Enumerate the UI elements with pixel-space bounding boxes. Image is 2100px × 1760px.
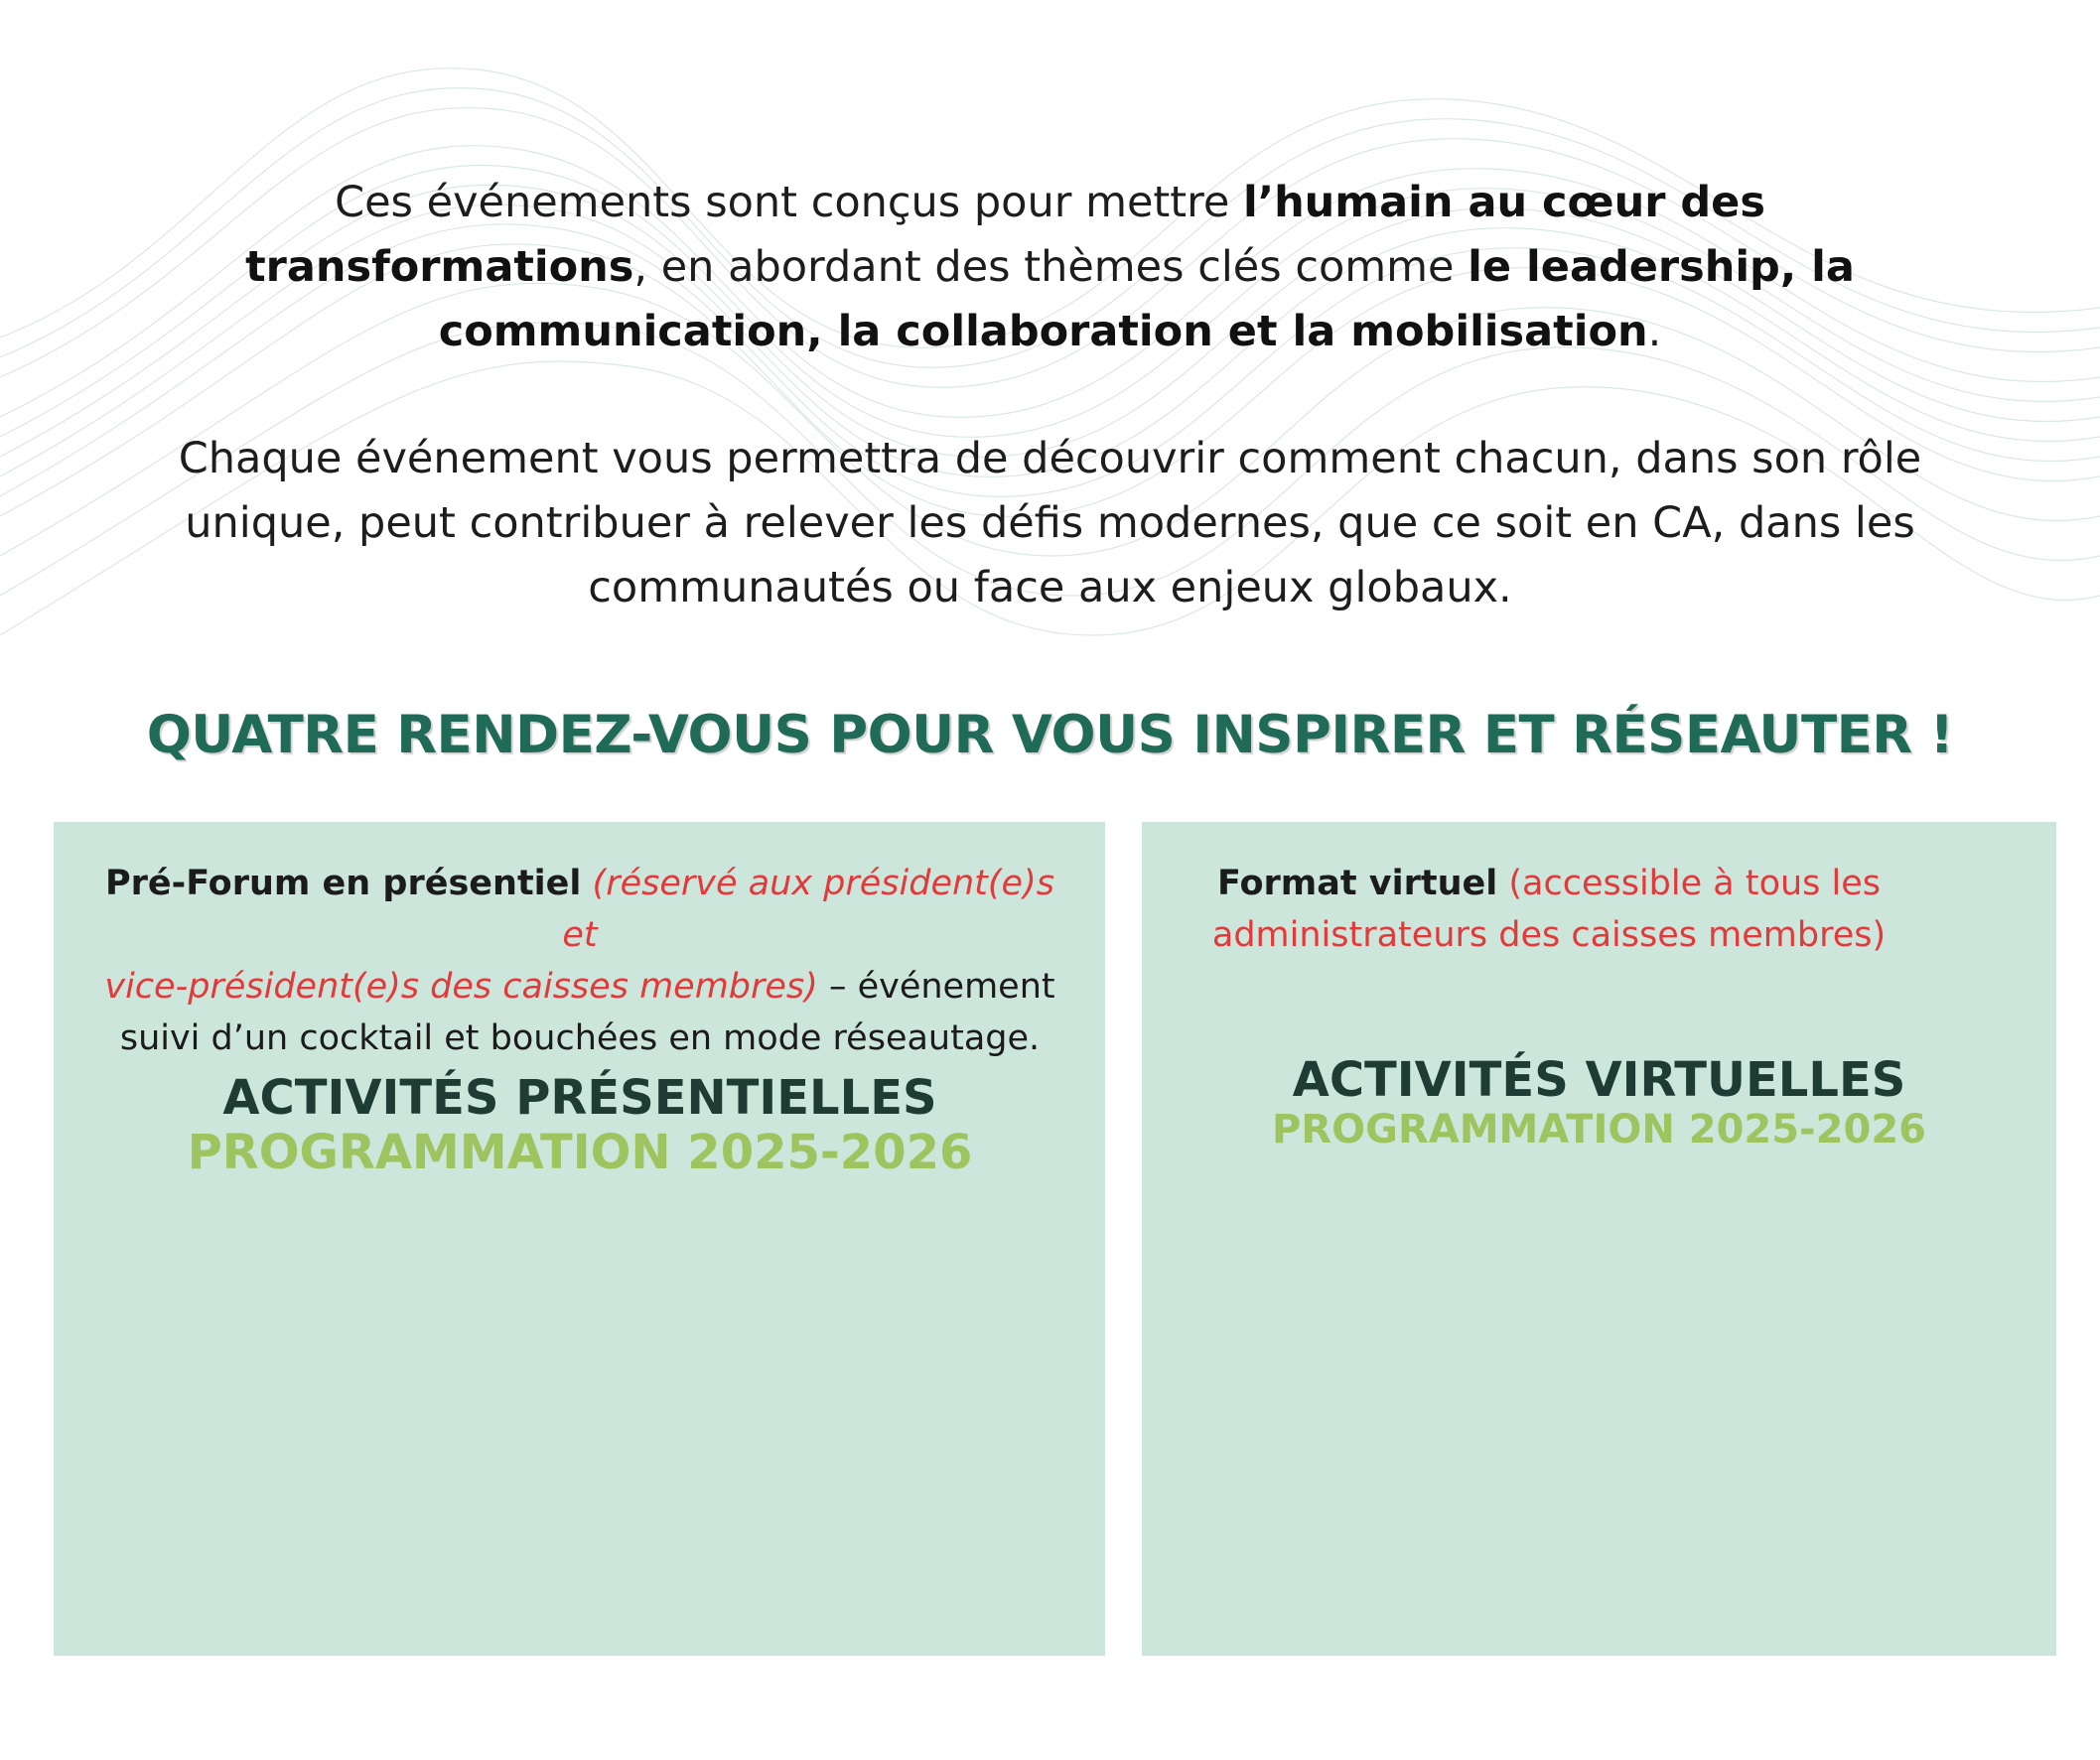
intro-paragraph-2 [0, 427, 2100, 620]
intro-line-6: communautés ou face aux enjeux globaux. [588, 563, 1512, 612]
in-person-title: ACTIVITÉS PRÉSENTIELLES [222, 1070, 937, 1126]
intro-line-5: unique, peut contribuer à relever les défis modernes, que ce soit en CA, dans les [185, 498, 1915, 548]
virtual-subtitle: PROGRAMMATION 2025-2026 [1271, 1107, 1926, 1152]
intro-line-3: communication, la collaboration et la mobilisation. [438, 307, 1662, 356]
in-person-subtitle: PROGRAMMATION 2025-2026 [187, 1125, 973, 1180]
virtual-intro: Format virtuel (accessible à tous les administrateurs des caisses membres) [1211, 864, 1887, 955]
in-person-panel [54, 822, 1105, 1656]
intro-paragraph-1 [0, 171, 2100, 364]
intro-line-4: Chaque événement vous permettra de découvrir comment chacun, dans son rôle [178, 434, 1922, 483]
virtual-panel [1142, 822, 2056, 1656]
intro-line-1: Ces événements sont conçus pour mettre l’humain au cœur des [335, 178, 1765, 227]
main-heading: QUATRE RENDEZ-VOUS POUR VOUS INSPIRER ET RÉSEAUTER ! [146, 705, 1954, 765]
in-person-intro: Pré-Forum en présentiel (réservé aux président(e)s et vice-président(e)s des caisses membres) – événement suivi d’un cocktail et bouchées en mode réseautage. [104, 864, 1055, 1058]
virtual-title: ACTIVITÉS VIRTUELLES [1292, 1052, 1906, 1108]
intro-line-2: transformations, en abordant des thèmes clés comme le leadership, la [245, 242, 1855, 292]
